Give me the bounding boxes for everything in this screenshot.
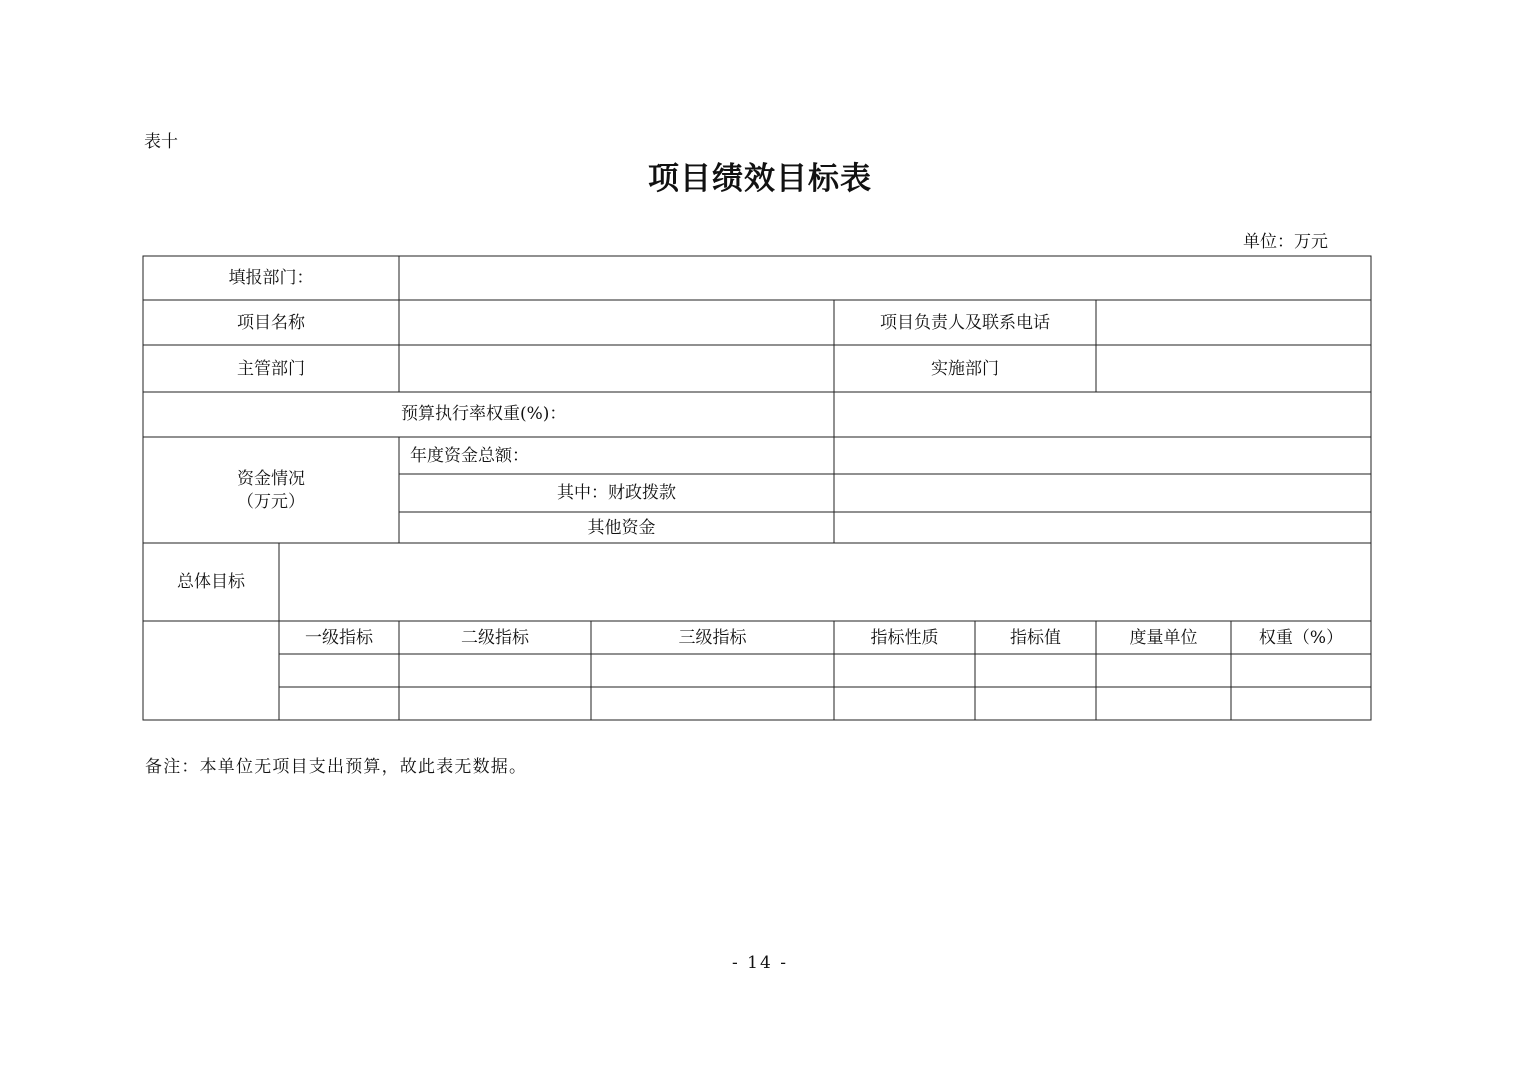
indicator-header-value: 指标值: [1010, 628, 1061, 648]
indicator-header-weight: 权重（%）: [1258, 628, 1344, 648]
page-title: 项目绩效目标表: [648, 161, 872, 197]
annual-total-label: 年度资金总额：: [410, 446, 529, 466]
implementing-dept-label: 实施部门: [931, 359, 999, 379]
indicator-header-level3: 三级指标: [678, 628, 747, 648]
funds-label: 资金情况: [237, 469, 305, 489]
supervising-dept-label: 主管部门: [237, 359, 305, 379]
reporting-dept-label: 填报部门：: [228, 268, 314, 288]
table-number-label: 表十: [144, 132, 178, 152]
fiscal-funds-label: 其中：财政拨款: [557, 483, 676, 503]
indicator-header-nature: 指标性质: [870, 628, 939, 648]
indicator-header-level1: 一级指标: [305, 628, 373, 648]
indicator-header-unit: 度量单位: [1129, 628, 1198, 648]
page-number: - 14 -: [732, 953, 788, 973]
other-funds-label: 其他资金: [587, 518, 656, 538]
budget-weight-label: 预算执行率权重(%)：: [401, 404, 567, 424]
unit-label: 单位：万元: [1243, 232, 1328, 252]
indicator-header-level2: 二级指标: [461, 628, 529, 648]
footnote: 备注：本单位无项目支出预算，故此表无数据。: [145, 757, 528, 777]
project-name-label: 项目名称: [237, 313, 305, 333]
overall-goal-label: 总体目标: [177, 572, 245, 592]
funds-unit-label: （万元）: [237, 492, 305, 512]
project-lead-label: 项目负责人及联系电话: [880, 313, 1050, 333]
